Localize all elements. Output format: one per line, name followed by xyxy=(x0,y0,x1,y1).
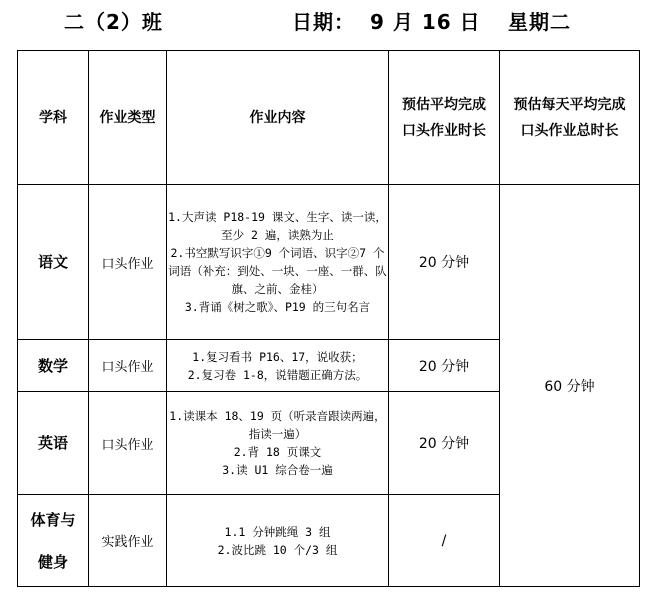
class-name: 二（2）班 xyxy=(64,10,163,34)
content-line: 3.读 U1 综合卷一遍 xyxy=(222,463,333,477)
content-line: 1.读课本 18、19 页（听录音跟读两遍，指读一遍） xyxy=(169,409,386,441)
content-line: 2.书空默写识字①9 个词语、识字②7 个词语（补充：到处、一块、一座、一群、队旗、之前、金桂） xyxy=(168,246,387,296)
row-subject xyxy=(18,495,89,587)
date-value: 9 月 16 日 xyxy=(370,10,481,34)
content-line: 1.大声读 P18-19 课文、生字、读一读，至少 2 遍，读熟为止 xyxy=(168,210,387,242)
row-duration: 20 分钟 xyxy=(389,185,500,340)
header-daily-total-label: 预估每天平均完成口头作业总时长 xyxy=(513,96,626,139)
row-subject: 数学 xyxy=(18,340,89,392)
row-content xyxy=(167,495,389,587)
row-duration: 20 分钟 xyxy=(389,340,500,392)
content-line: 2.波比跳 10 个/3 组 xyxy=(217,542,338,557)
content-line: 2.复习卷 1-8，说错题正确方法。 xyxy=(187,367,368,382)
row-subject-label: 体育与健身 xyxy=(30,510,76,571)
date-label: 日期： xyxy=(292,10,355,34)
header-subject: 学科 xyxy=(18,51,89,185)
row-type: 口头作业 xyxy=(89,392,167,495)
row-type: 口头作业 xyxy=(89,185,167,340)
content-line: 3.背诵《树之歌》、P19 的三句名言 xyxy=(184,300,371,314)
row-content xyxy=(167,392,389,495)
row-content xyxy=(167,340,389,392)
daily-total-value: 60 分钟 xyxy=(500,185,640,587)
page-header xyxy=(0,0,661,40)
table-row xyxy=(18,185,640,340)
row-duration: 20 分钟 xyxy=(389,392,500,495)
content-line: 1.1 分钟跳绳 3 组 xyxy=(224,524,331,539)
content-line: 1.复习看书 P16、17，说收获； xyxy=(192,349,363,364)
row-subject: 英语 xyxy=(18,392,89,495)
row-subject: 语文 xyxy=(18,185,89,340)
row-type: 实践作业 xyxy=(89,495,167,587)
content-line: 2.背 18 页课文 xyxy=(233,445,322,459)
row-type: 口头作业 xyxy=(89,340,167,392)
homework-table xyxy=(17,50,640,587)
row-duration: / xyxy=(389,495,500,587)
weekday: 星期二 xyxy=(508,10,571,34)
header-daily-total xyxy=(500,51,640,185)
row-content xyxy=(167,185,389,340)
header-content: 作业内容 xyxy=(167,51,389,185)
header-type: 作业类型 xyxy=(89,51,167,185)
header-est-time-label: 预估平均完成口头作业时长 xyxy=(402,96,486,139)
header-est-time xyxy=(389,51,500,185)
table-header-row xyxy=(18,51,640,185)
